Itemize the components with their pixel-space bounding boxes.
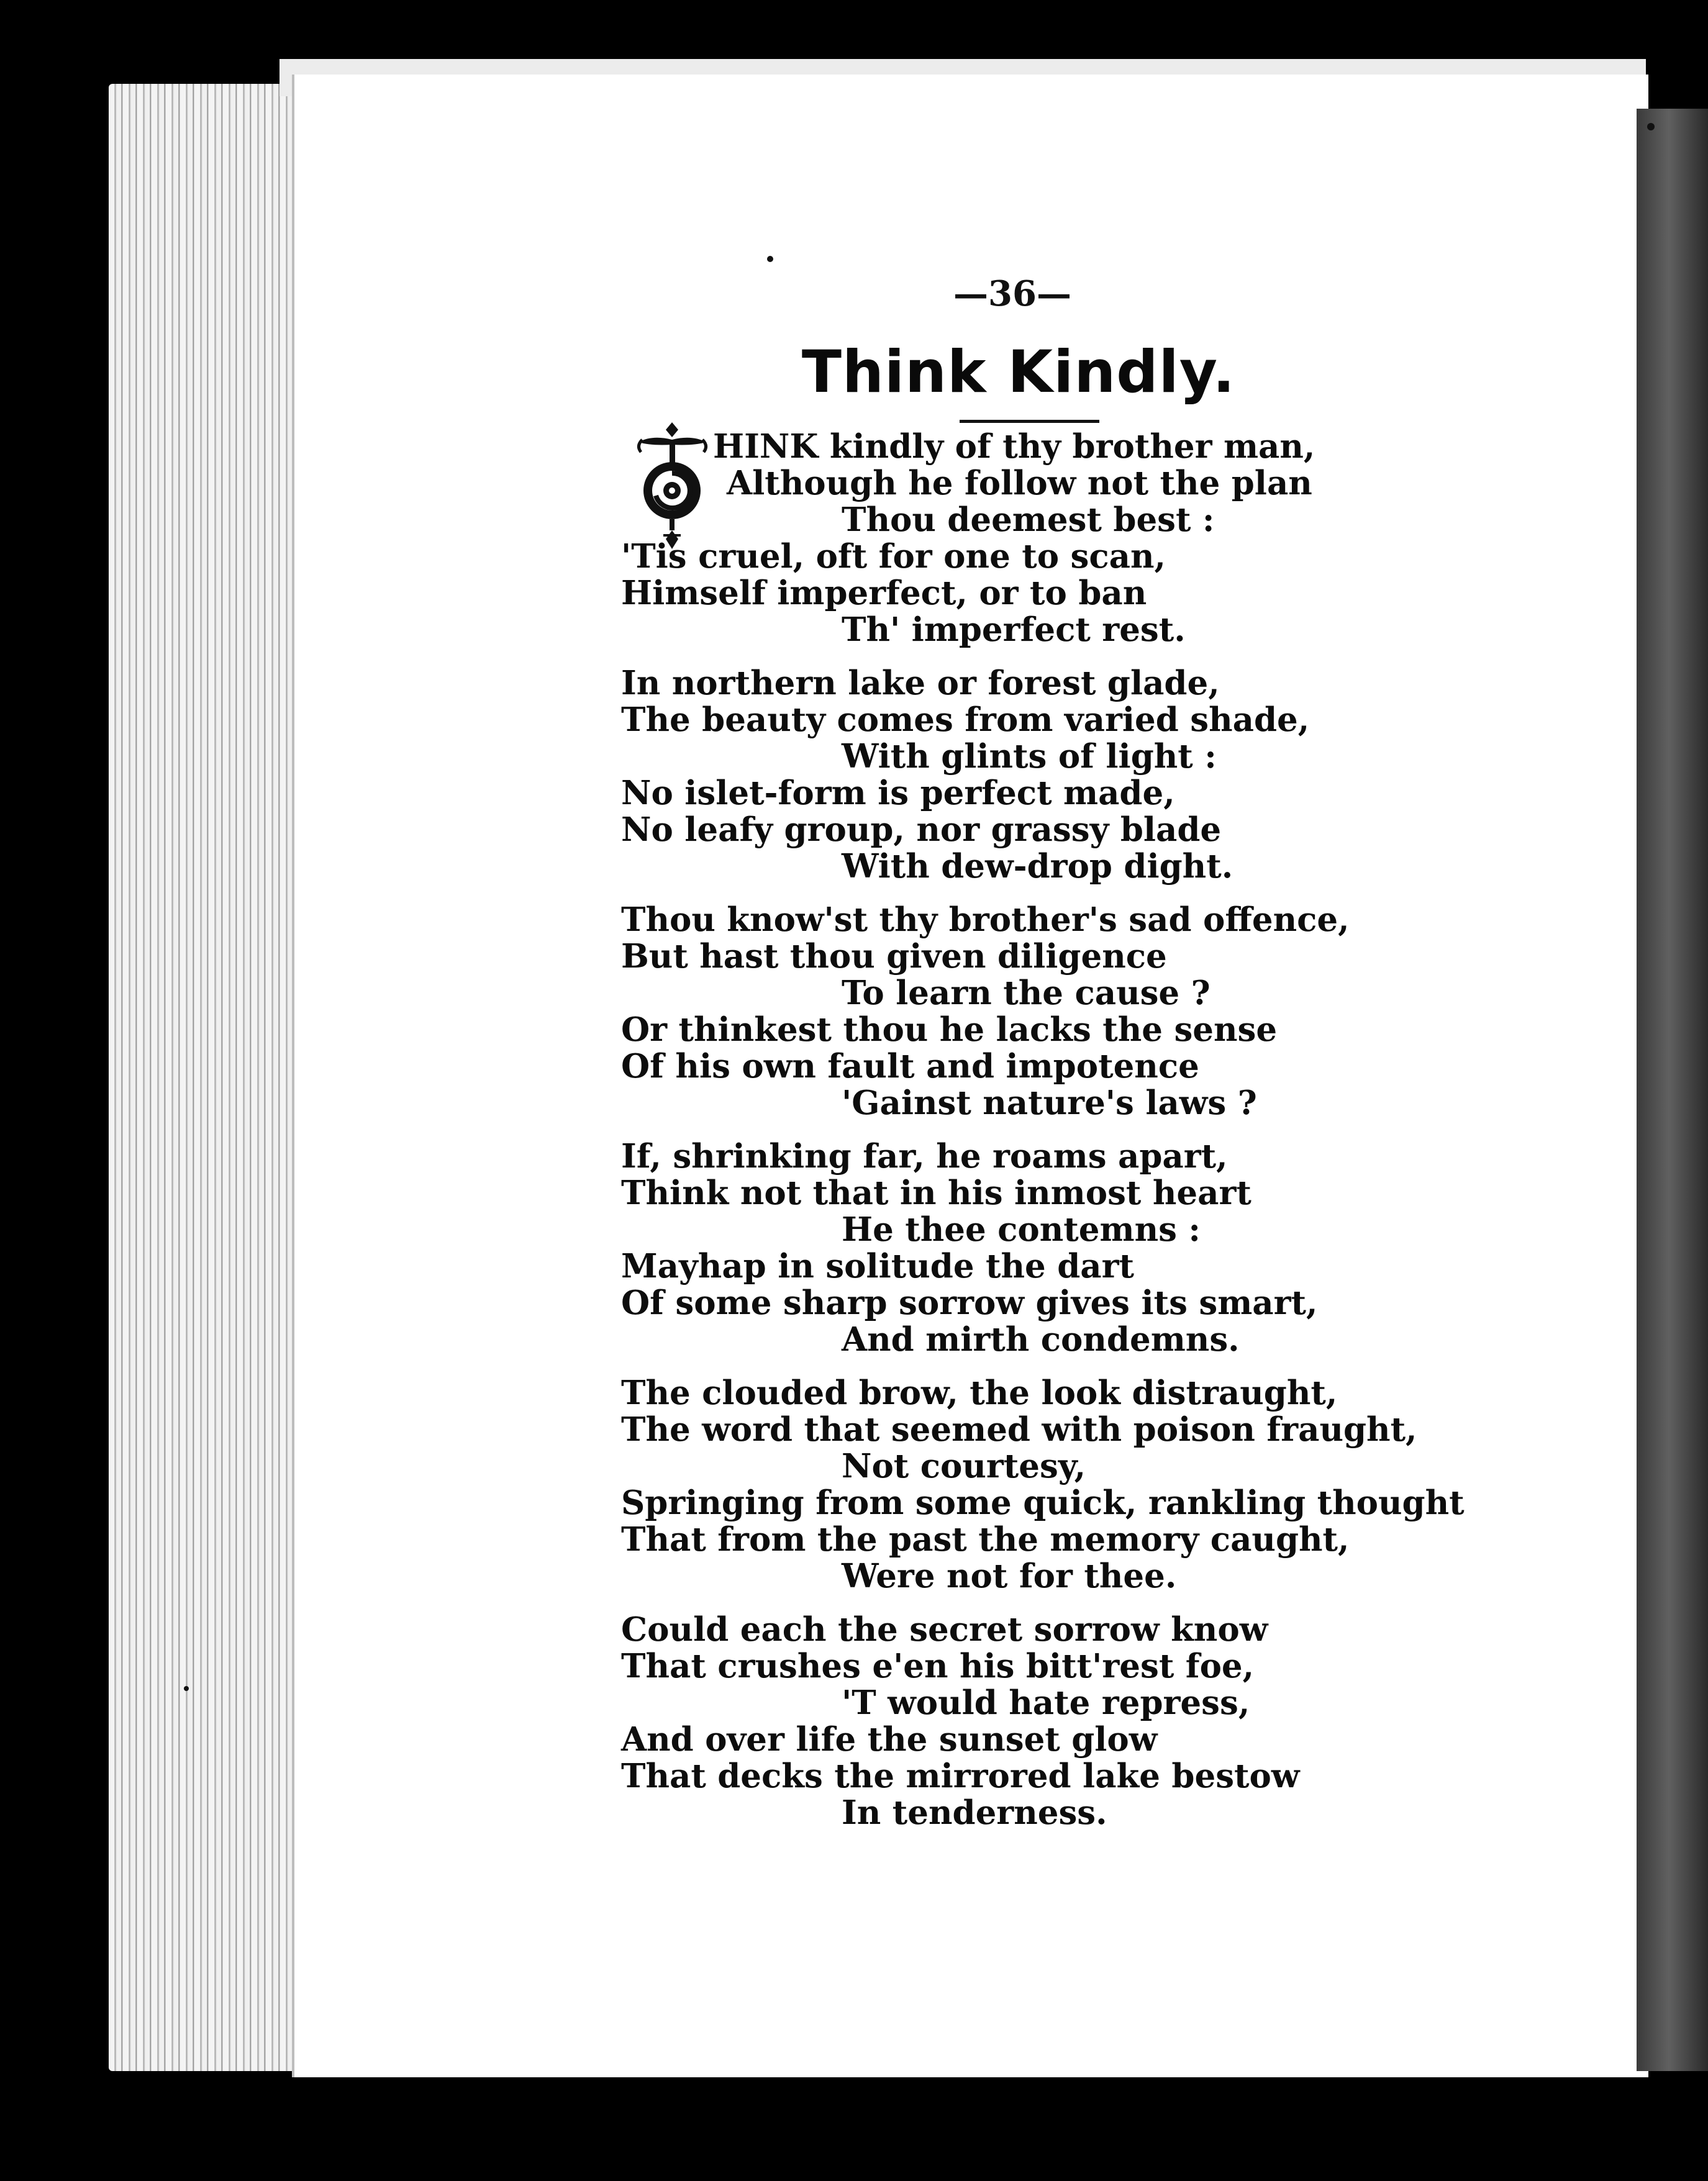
poem-line: The word that seemed with poison fraught, <box>621 1410 1417 1449</box>
poem-line: That from the past the memory caught, <box>621 1520 1350 1559</box>
poem-line: Mayhap in solitude the dart <box>621 1247 1135 1285</box>
poem-line: 'Gainst nature's laws ? <box>842 1084 1257 1122</box>
stanza <box>621 902 1491 1122</box>
poem-line: Thou deemest best : <box>842 501 1215 539</box>
poem-line: Could each the secret sorrow know <box>621 1610 1268 1649</box>
poem-line: With glints of light : <box>842 737 1217 776</box>
poem-line: Of some sharp sorrow gives its smart, <box>621 1284 1318 1322</box>
poem-line: With dew-drop dight. <box>842 847 1233 886</box>
poem-line: Or thinkest thou he lacks the sense <box>621 1010 1278 1049</box>
stanza <box>621 1375 1491 1595</box>
title-rule <box>960 420 1099 423</box>
ink-speck <box>1647 123 1655 130</box>
poem-line: No leafy group, nor grassy blade <box>621 810 1222 849</box>
right-page-shadow <box>1637 109 1708 2071</box>
poem-line: Springing from some quick, rankling thought <box>621 1484 1465 1522</box>
poem-line: In tenderness. <box>842 1793 1107 1832</box>
poem-line: He thee contemns : <box>842 1210 1201 1249</box>
poem-line: HINK kindly of thy brother man, <box>713 427 1315 466</box>
stanza <box>621 1138 1491 1358</box>
poem-line: But hast thou given diligence <box>621 937 1167 976</box>
poem-line: Th' imperfect rest. <box>842 610 1186 649</box>
poem-line: Thou know'st thy brother's sad offence, <box>621 900 1350 939</box>
poem-line: Were not for thee. <box>842 1557 1177 1595</box>
poem-line: Think not that in his inmost heart <box>621 1174 1251 1212</box>
poem-line: In northern lake or forest glade, <box>621 664 1220 702</box>
poem-line: Of his own fault and impotence <box>621 1047 1199 1086</box>
stanza <box>621 428 1491 648</box>
stanza <box>621 1612 1491 1831</box>
poem-line: To learn the cause ? <box>842 974 1211 1012</box>
poem-line: That decks the mirrored lake bestow <box>621 1757 1300 1795</box>
poem-line: Himself imperfect, or to ban <box>621 574 1147 612</box>
poem-body <box>621 428 1491 1848</box>
poem-line: The clouded brow, the look distraught, <box>621 1374 1338 1412</box>
ink-speck <box>767 256 773 262</box>
poem-title: Think Kindly. <box>801 338 1236 406</box>
poem-line: The beauty comes from varied shade, <box>621 701 1310 739</box>
book-page-edges <box>109 84 301 2071</box>
poem-line: Not courtesy, <box>842 1447 1086 1485</box>
poem-line: And mirth condemns. <box>842 1320 1240 1359</box>
poem-line: 'Tis cruel, oft for one to scan, <box>621 537 1166 576</box>
stanza <box>621 665 1491 885</box>
poem-line: 'T would hate repress, <box>842 1684 1250 1722</box>
poem-line: No islet-form is perfect made, <box>621 774 1175 812</box>
poem-line: That crushes e'en his bitt'rest foe, <box>621 1647 1255 1685</box>
poem-line: And over life the sunset glow <box>621 1720 1158 1759</box>
ink-speck <box>184 1686 189 1691</box>
poem-line: If, shrinking far, he roams apart, <box>621 1137 1228 1176</box>
poem-line: Although he follow not the plan <box>727 464 1312 502</box>
page-number: —36— <box>953 273 1071 314</box>
